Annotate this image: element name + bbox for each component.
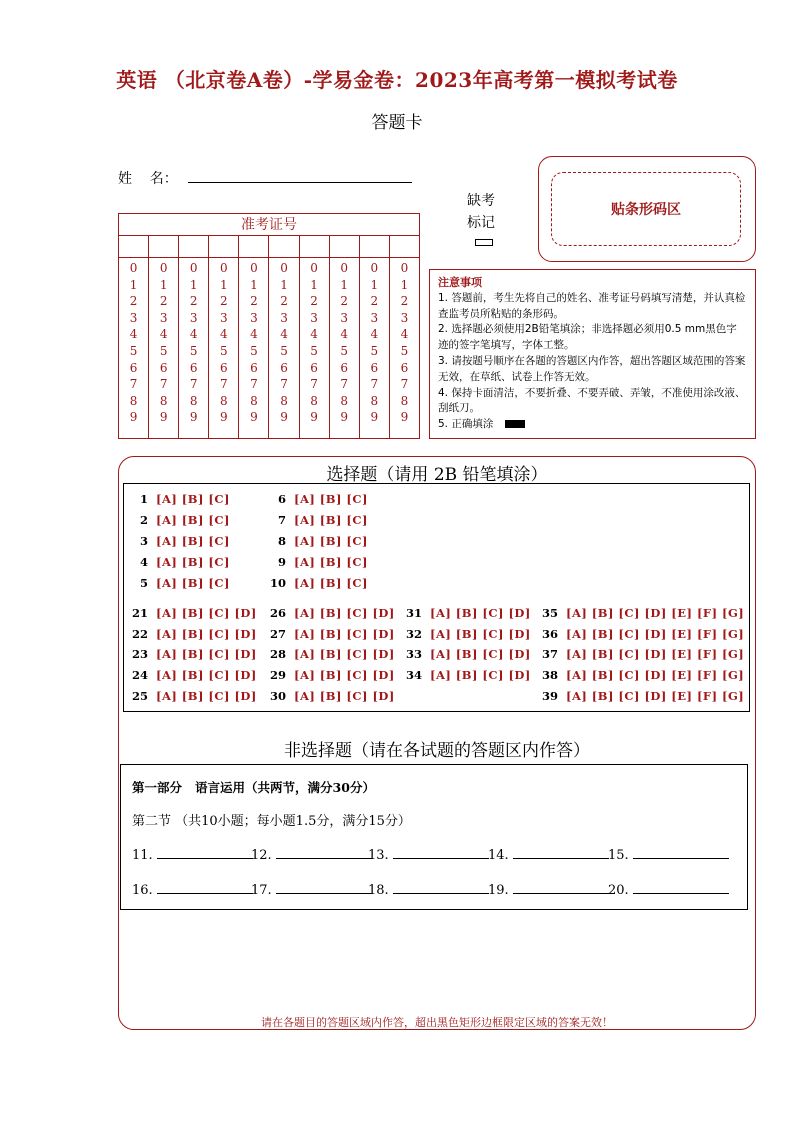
exam-id-digit-option[interactable]: 8 [159, 393, 168, 408]
question-number: 29 [269, 668, 286, 683]
question-number: 28 [269, 647, 286, 662]
exam-id-digit-option[interactable]: 3 [370, 310, 379, 325]
answer-options[interactable]: [A] [B] [C] [294, 555, 368, 569]
exam-id-digit-option[interactable]: 1 [310, 277, 318, 292]
exam-id-cell[interactable] [149, 236, 179, 257]
choice-question[interactable] [262, 689, 395, 703]
exam-id-digit-option[interactable]: 4 [340, 327, 349, 342]
exam-id-digit-option[interactable]: 9 [280, 410, 288, 425]
blank-number: 20. [608, 883, 629, 898]
exam-id-digit-column [300, 258, 330, 438]
answer-options[interactable]: [A] [B] [C] [156, 576, 230, 590]
choice-section-title: 选择题（请用 2B 铅笔填涂） [326, 465, 548, 485]
page-subtitle: 答题卡 [371, 113, 423, 133]
exam-id-digit-option[interactable]: 4 [129, 327, 138, 342]
exam-id-cell[interactable] [330, 236, 360, 257]
answer-options[interactable]: [A] [B] [C] [D] [294, 626, 395, 641]
exam-id-digit-option[interactable]: 8 [340, 393, 349, 408]
exam-id-digit-option[interactable]: 3 [400, 310, 409, 325]
choice-answer-box [123, 483, 750, 712]
exam-id-digit-option[interactable]: 6 [340, 360, 349, 375]
choice-question[interactable] [124, 555, 230, 569]
exam-id-digit-column [209, 258, 239, 438]
exam-id-digit-option[interactable]: 1 [280, 277, 288, 292]
exam-id-entry-row[interactable] [119, 236, 419, 258]
exam-id-digit-option[interactable]: 9 [340, 410, 349, 425]
exam-id-digit-option[interactable]: 2 [310, 294, 318, 309]
exam-id-digit-column [390, 258, 419, 438]
exam-id-digit-option[interactable]: 6 [189, 360, 198, 375]
exam-id-digit-option[interactable]: 4 [370, 327, 379, 342]
choice-question[interactable] [262, 492, 368, 506]
choice-question[interactable] [398, 668, 531, 682]
notes-box [429, 269, 756, 439]
notes-item: 3. 请按题号顺序在各题的答题区内作答，超出答题区域范围的答案无效，在草纸、试卷上作答无效。 [438, 354, 746, 383]
exam-id-digit-option[interactable]: 2 [340, 294, 349, 309]
question-number: 36 [541, 626, 558, 641]
exam-id-digit-columns [119, 258, 419, 438]
choice-question[interactable] [262, 555, 368, 569]
exam-id-digit-option[interactable]: 1 [159, 277, 168, 292]
exam-id-digit-option[interactable]: 7 [159, 377, 168, 392]
exam-id-digit-option[interactable]: 7 [280, 377, 288, 392]
exam-id-digit-option[interactable]: 5 [220, 343, 228, 358]
answer-options[interactable]: [A] [B] [C] [D] [294, 668, 395, 683]
question-number: 2 [139, 513, 148, 527]
exam-id-label: 准考证号 [119, 214, 419, 236]
choice-question[interactable] [534, 647, 744, 661]
choice-question[interactable] [124, 606, 257, 620]
blank-number: 11. [132, 848, 153, 863]
question-number: 31 [405, 606, 422, 620]
choice-question[interactable] [124, 689, 257, 703]
exam-id-digit-option[interactable]: 0 [129, 261, 138, 275]
exam-id-cell[interactable] [239, 236, 269, 257]
fill-blank[interactable] [132, 883, 253, 898]
exam-id-digit-option[interactable]: 5 [370, 343, 379, 358]
exam-id-digit-option[interactable]: 2 [129, 294, 138, 309]
exam-id-digit-option[interactable]: 7 [310, 377, 318, 392]
exam-id-digit-option[interactable]: 1 [250, 277, 258, 292]
page-title: 英语 （北京卷A卷）-学易金卷：2023年高考第一模拟考试卷 [116, 68, 678, 92]
question-number: 39 [541, 688, 558, 703]
fill-blank[interactable] [251, 883, 372, 898]
question-number: 30 [269, 688, 286, 703]
question-number: 22 [131, 626, 148, 641]
notes-item-text: 5. 正确填涂 [438, 418, 494, 431]
exam-id-digit-option[interactable]: 7 [220, 377, 228, 392]
blank-line[interactable] [513, 858, 609, 859]
exam-id-digit-option[interactable]: 8 [129, 393, 138, 408]
answer-options[interactable]: [A] [B] [C] [156, 492, 230, 506]
exam-id-digit-option[interactable]: 2 [159, 294, 168, 309]
exam-id-digit-option[interactable]: 5 [250, 343, 258, 358]
exam-id-digit-option[interactable]: 3 [280, 310, 288, 325]
question-number: 6 [277, 492, 286, 506]
exam-id-digit-option[interactable]: 3 [129, 310, 138, 325]
exam-id-digit-option[interactable]: 1 [340, 277, 349, 292]
exam-id-digit-option[interactable]: 4 [189, 327, 198, 342]
blank-number: 16. [132, 883, 153, 898]
answer-options[interactable]: [A] [B] [C] [D] [430, 606, 531, 620]
absent-label-line2: 标记 [467, 215, 495, 231]
exam-id-digit-option[interactable]: 3 [310, 310, 318, 325]
fill-blank[interactable] [608, 883, 729, 898]
choice-question[interactable] [262, 576, 368, 590]
exam-id-digit-column [179, 258, 209, 438]
choice-question[interactable] [534, 606, 744, 620]
exam-id-digit-option[interactable]: 9 [220, 410, 228, 425]
answer-options[interactable]: [A] [B] [C] [D] [E] [F] [G] [566, 606, 745, 620]
choice-question[interactable] [124, 576, 230, 590]
answer-options[interactable]: [A] [B] [C] [D] [156, 647, 257, 662]
question-number: 4 [139, 555, 148, 569]
exam-id-digit-option[interactable]: 1 [129, 277, 138, 292]
choice-question[interactable] [124, 492, 230, 506]
blank-line[interactable] [513, 893, 609, 894]
exam-id-digit-option[interactable]: 3 [159, 310, 168, 325]
exam-id-digit-option[interactable]: 3 [220, 310, 228, 325]
question-number: 37 [541, 647, 558, 662]
exam-id-digit-option[interactable]: 9 [189, 410, 198, 425]
blank-number: 13. [368, 848, 389, 863]
name-label: 姓 名： [118, 171, 178, 187]
notes-item: 1. 答题前，考生先将自己的姓名、准考证号码填写清楚，并认真检查监考员所粘贴的条形码。 [438, 291, 746, 320]
blank-line[interactable] [276, 893, 372, 894]
answer-options[interactable]: [A] [B] [C] [D] [430, 626, 531, 641]
exam-id-digit-option[interactable]: 4 [400, 327, 409, 342]
answer-options[interactable]: [A] [B] [C] [D] [430, 668, 531, 683]
exam-id-digit-option[interactable]: 9 [370, 410, 379, 425]
choice-question[interactable] [534, 668, 744, 682]
fill-blank[interactable] [132, 848, 253, 863]
exam-id-digit-option[interactable]: 1 [220, 277, 228, 292]
exam-id-digit-option[interactable]: 8 [370, 393, 379, 408]
choice-question[interactable] [398, 606, 531, 620]
question-number: 7 [277, 513, 286, 527]
part1-heading: 第一部分 语言运用（共两节，满分30分） [132, 780, 375, 795]
exam-id-digit-option[interactable]: 1 [370, 277, 379, 292]
exam-id-digit-option[interactable]: 4 [310, 327, 318, 342]
exam-id-digit-option[interactable]: 7 [400, 377, 409, 392]
answer-options[interactable]: [A] [B] [C] [D] [E] [F] [G] [566, 668, 745, 683]
answer-options[interactable]: [A] [B] [C] [D] [156, 668, 257, 683]
absent-mark-box[interactable] [475, 239, 493, 246]
exam-id-digit-option[interactable]: 2 [220, 294, 228, 309]
exam-id-digit-option[interactable]: 7 [370, 377, 379, 392]
exam-id-digit-column [330, 258, 360, 438]
answer-options[interactable]: [A] [B] [C] [D] [E] [F] [G] [566, 688, 745, 703]
exam-id-digit-option[interactable]: 6 [370, 360, 379, 375]
question-number: 9 [277, 555, 286, 569]
choice-question[interactable] [124, 534, 230, 548]
exam-id-cell[interactable] [269, 236, 299, 257]
exam-id-digit-option[interactable]: 0 [400, 261, 409, 275]
exam-id-digit-option[interactable]: 0 [310, 261, 318, 275]
exam-id-digit-option[interactable]: 9 [250, 410, 258, 425]
choice-question[interactable] [262, 534, 368, 548]
exam-id-digit-option[interactable]: 7 [189, 377, 198, 392]
question-number: 3 [139, 534, 148, 548]
fill-blank[interactable] [368, 883, 489, 898]
blank-line[interactable] [157, 893, 253, 894]
answer-options[interactable]: [A] [B] [C] [294, 492, 368, 506]
exam-id-digit-option[interactable]: 2 [280, 294, 288, 309]
exam-id-digit-option[interactable]: 5 [310, 343, 318, 358]
exam-id-digit-column [119, 258, 149, 438]
exam-id-grid [118, 213, 420, 439]
exam-id-digit-option[interactable]: 0 [250, 261, 258, 275]
choice-question[interactable] [124, 668, 257, 682]
exam-id-digit-option[interactable]: 7 [129, 377, 138, 392]
question-number: 21 [131, 606, 148, 620]
answer-options[interactable]: [A] [B] [C] [D] [E] [F] [G] [566, 626, 745, 641]
choice-question[interactable] [534, 689, 744, 703]
choice-question[interactable] [262, 647, 395, 661]
question-number: 23 [131, 647, 148, 662]
blank-line[interactable] [393, 893, 489, 894]
exam-id-digit-option[interactable]: 6 [280, 360, 288, 375]
exam-id-digit-option[interactable]: 9 [400, 410, 409, 425]
choice-question[interactable] [124, 513, 230, 527]
exam-id-digit-option[interactable]: 4 [220, 327, 228, 342]
question-number: 1 [139, 492, 148, 506]
exam-id-digit-option[interactable]: 8 [400, 393, 409, 408]
absent-mark-label [460, 190, 502, 234]
question-number: 34 [405, 668, 422, 683]
answer-options[interactable]: [A] [B] [C] [D] [294, 606, 395, 620]
exam-id-digit-option[interactable]: 5 [189, 343, 198, 358]
exam-id-digit-option[interactable]: 4 [250, 327, 258, 342]
exam-id-digit-option[interactable]: 5 [340, 343, 349, 358]
exam-id-digit-column [269, 258, 299, 438]
answer-options[interactable]: [A] [B] [C] [D] [E] [F] [G] [566, 647, 745, 662]
exam-id-digit-option[interactable]: 2 [370, 294, 379, 309]
exam-id-digit-option[interactable]: 9 [310, 410, 318, 425]
question-number: 26 [269, 606, 286, 620]
name-field[interactable] [188, 182, 412, 183]
exam-id-digit-option[interactable]: 2 [189, 294, 198, 309]
exam-id-digit-option[interactable]: 8 [280, 393, 288, 408]
answer-options[interactable]: [A] [B] [C] [294, 576, 368, 590]
notes-item-fill-example [438, 417, 747, 433]
exam-id-digit-option[interactable]: 1 [400, 277, 409, 292]
exam-id-digit-option[interactable]: 3 [340, 310, 349, 325]
answer-options[interactable]: [A] [B] [C] [294, 534, 368, 548]
exam-id-digit-option[interactable]: 9 [159, 410, 168, 425]
blank-line[interactable] [633, 893, 729, 894]
choice-question[interactable] [398, 647, 531, 661]
question-number: 24 [131, 668, 148, 683]
exam-id-cell[interactable] [360, 236, 390, 257]
absent-label-line1: 缺考 [467, 193, 495, 209]
barcode-label: 贴条形码区 [551, 172, 741, 246]
exam-id-digit-option[interactable]: 2 [250, 294, 258, 309]
exam-id-digit-column [149, 258, 179, 438]
exam-id-digit-option[interactable]: 0 [370, 261, 379, 275]
exam-id-digit-option[interactable]: 3 [250, 310, 258, 325]
exam-id-cell[interactable] [119, 236, 149, 257]
exam-id-digit-option[interactable]: 0 [220, 261, 228, 275]
exam-id-digit-option[interactable]: 3 [189, 310, 198, 325]
choice-question[interactable] [124, 627, 257, 641]
answer-options[interactable]: [A] [B] [C] [D] [156, 626, 257, 641]
exam-id-digit-option[interactable]: 6 [159, 360, 168, 375]
part2-heading: 第二节 （共10小题；每小题1.5分，满分15分） [132, 814, 411, 829]
exam-id-digit-option[interactable]: 6 [129, 360, 138, 375]
answer-options[interactable]: [A] [B] [C] [D] [430, 647, 531, 662]
choice-question[interactable] [262, 627, 395, 641]
exam-id-cell[interactable] [390, 236, 419, 257]
answer-options[interactable]: [A] [B] [C] [156, 555, 230, 569]
exam-id-cell[interactable] [209, 236, 239, 257]
blank-line[interactable] [276, 858, 372, 859]
exam-id-digit-option[interactable]: 6 [250, 360, 258, 375]
choice-question[interactable] [124, 647, 257, 661]
answer-options[interactable]: [A] [B] [C] [D] [294, 688, 395, 703]
exam-id-cell[interactable] [179, 236, 209, 257]
exam-id-digit-option[interactable]: 7 [340, 377, 349, 392]
blank-number: 12. [251, 848, 272, 863]
question-number: 32 [405, 626, 422, 641]
answer-options[interactable]: [A] [B] [C] [D] [156, 688, 257, 703]
answer-options[interactable]: [A] [B] [C] [D] [294, 647, 395, 662]
exam-id-digit-column [239, 258, 269, 438]
exam-id-digit-option[interactable]: 0 [340, 261, 349, 275]
exam-id-digit-option[interactable]: 8 [250, 393, 258, 408]
exam-id-digit-option[interactable]: 5 [280, 343, 288, 358]
answer-options[interactable]: [A] [B] [C] [156, 513, 230, 527]
exam-id-digit-option[interactable]: 0 [189, 261, 198, 275]
blank-line[interactable] [633, 858, 729, 859]
footer-warning: 请在各题目的答题区域内作答，超出黑色矩形边框限定区域的答案无效！ [261, 1016, 613, 1029]
exam-id-digit-option[interactable]: 5 [129, 343, 138, 358]
choice-question[interactable] [534, 627, 744, 641]
exam-id-digit-column [360, 258, 390, 438]
choice-question[interactable] [262, 668, 395, 682]
exam-id-digit-option[interactable]: 9 [129, 410, 138, 425]
exam-id-digit-option[interactable]: 8 [220, 393, 228, 408]
exam-id-digit-option[interactable]: 8 [189, 393, 198, 408]
question-number: 38 [541, 668, 558, 683]
nonchoice-section-title: 非选择题（请在各试题的答题区内作答） [284, 741, 590, 761]
question-number: 33 [405, 647, 422, 662]
exam-id-digit-option[interactable]: 6 [310, 360, 318, 375]
exam-id-digit-option[interactable]: 5 [159, 343, 168, 358]
exam-id-digit-option[interactable]: 4 [280, 327, 288, 342]
fill-blank[interactable] [251, 848, 372, 863]
fill-blank[interactable] [368, 848, 489, 863]
answer-options[interactable]: [A] [B] [C] [294, 513, 368, 527]
exam-id-digit-option[interactable]: 6 [400, 360, 409, 375]
exam-id-digit-option[interactable]: 7 [250, 377, 258, 392]
exam-id-digit-option[interactable]: 1 [189, 277, 198, 292]
question-number: 25 [131, 688, 148, 703]
exam-id-cell[interactable] [300, 236, 330, 257]
fill-blank[interactable] [488, 883, 609, 898]
exam-id-digit-option[interactable]: 2 [400, 294, 409, 309]
fill-blank[interactable] [488, 848, 609, 863]
blank-line[interactable] [393, 858, 489, 859]
exam-id-digit-option[interactable]: 0 [280, 261, 288, 275]
answer-options[interactable]: [A] [B] [C] [D] [156, 606, 257, 620]
blank-number: 19. [488, 883, 509, 898]
answer-options[interactable]: [A] [B] [C] [156, 534, 230, 548]
question-number: 27 [269, 626, 286, 641]
blank-number: 18. [368, 883, 389, 898]
blank-number: 17. [251, 883, 272, 898]
blank-line[interactable] [157, 858, 253, 859]
blank-number: 14. [488, 848, 509, 863]
choice-question[interactable] [262, 513, 368, 527]
question-number: 10 [269, 576, 286, 590]
exam-id-digit-option[interactable]: 4 [159, 327, 168, 342]
notes-item: 4. 保持卡面清洁，不要折叠、不要弄破、弄皱，不准使用涂改液、刮纸刀。 [438, 386, 746, 415]
fill-blank[interactable] [608, 848, 729, 863]
question-number: 35 [541, 606, 558, 620]
choice-question[interactable] [262, 606, 395, 620]
choice-question[interactable] [398, 627, 531, 641]
exam-id-digit-option[interactable]: 8 [310, 393, 318, 408]
question-number: 8 [277, 534, 286, 548]
filled-mark-example [505, 420, 525, 428]
blank-number: 15. [608, 848, 629, 863]
notes-title: 注意事项 [438, 276, 482, 289]
exam-id-digit-option[interactable]: 0 [159, 261, 168, 275]
question-number: 5 [139, 576, 148, 590]
exam-id-digit-option[interactable]: 6 [220, 360, 228, 375]
notes-item: 2. 选择题必须使用2B铅笔填涂；非选择题必须用0.5 mm黑色字迹的签字笔填写，字体工整。 [438, 323, 737, 352]
exam-id-digit-option[interactable]: 5 [400, 343, 409, 358]
